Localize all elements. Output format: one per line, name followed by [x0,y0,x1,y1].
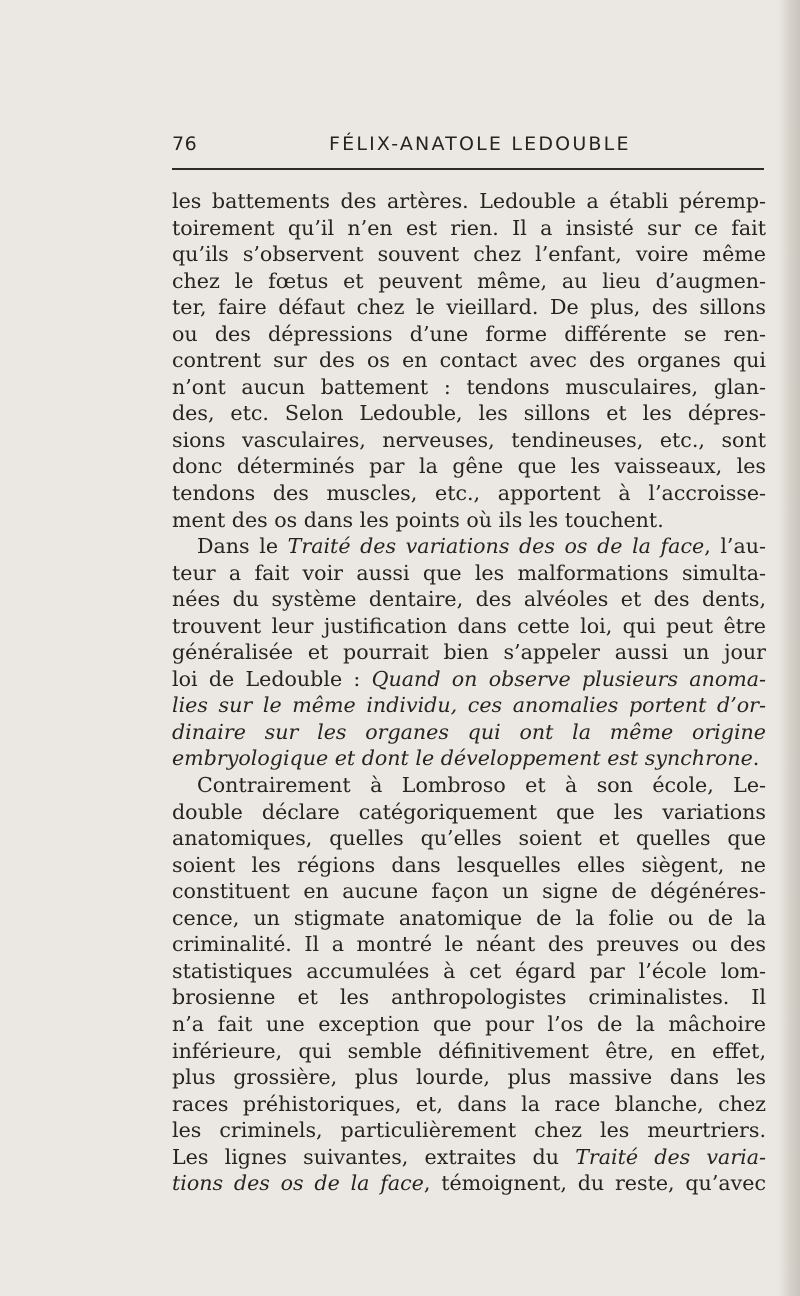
page-header [172,133,764,163]
text-run: , témoignent, du reste, qu’avec [423,1171,767,1196]
text-line [172,958,766,985]
text-line [172,931,766,958]
text-run: toirement qu’il n’en est rien. Il a insisté sur ce fait [172,215,766,240]
text-run: . [752,746,760,771]
text-run: n’ont aucun battement : tendons musculaires, glan- [172,374,766,399]
text-line [172,639,766,666]
text-run: les battements des artères. Ledouble a établi péremp- [172,189,766,213]
text-line [172,560,766,587]
text-line [172,1011,766,1038]
text-line [172,294,766,321]
text-line [172,1117,766,1144]
text-line [172,268,766,295]
text-run: loi de Ledouble : [172,666,372,691]
text-run: brosienne et les anthropologistes criminalistes. Il [172,985,766,1010]
text-line [172,321,766,348]
text-run: races préhistoriques, et, dans la race blanche, chez [172,1091,766,1116]
text-line [172,215,766,242]
text-run: contrent sur des os en contact avec des organes qui [172,348,766,373]
text-line [172,507,766,534]
text-line [172,453,766,480]
page-edge-shadow [778,0,800,1296]
text-run: chez le fœtus et peuvent même, au lieu d’augmen- [172,268,766,293]
italic-text: Traité des variations des os de la face [287,534,705,559]
text-line [172,799,766,826]
text-run: , l’au- [704,534,766,559]
header-rule [172,168,764,170]
text-run: double déclare catégoriquement que les variations [172,799,766,824]
text-line [172,825,766,852]
text-line [172,586,766,613]
text-line [172,533,766,560]
text-run: nées du système dentaire, des alvéoles et des dents, [172,587,766,612]
text-line [172,480,766,507]
text-line [172,772,766,799]
text-run: donc déterminés par la gêne que les vaisseaux, les [172,454,766,479]
text-run: Les lignes suivantes, extraites du [172,1144,576,1169]
italic-text: embryologique et dont le développement est synchrone [172,746,753,771]
text-run: anatomiques, quelles qu’elles soient et quelles que [172,826,766,851]
text-run: des, etc. Selon Ledouble, les sillons et les dépres- [172,401,766,426]
text-line [172,241,766,268]
text-line [172,400,766,427]
text-run: les criminels, particulièrement chez les meurtriers. [172,1118,766,1143]
text-run: statistiques accumulées à cet égard par l’école lom- [172,958,766,983]
text-run: Contrairement à Lombroso et à son école, Le- [197,773,766,798]
italic-text: tions des os de la face [172,1171,424,1196]
text-line [172,1144,766,1171]
text-line [172,427,766,454]
text-line [172,374,766,401]
text-run: criminalité. Il a montré le néant des preuves ou des [172,932,766,957]
text-line [172,1064,766,1091]
italic-text: dinaire sur les organes qui ont la même origine [172,719,766,744]
text-run: ou des dépressions d’une forme différente se ren- [172,321,766,346]
text-run: plus grossière, plus lourde, plus massive dans les [172,1065,766,1090]
text-run: inférieure, qui semble définitivement être, en effet, [172,1038,766,1063]
text-run: teur a fait voir aussi que les malformations simulta- [172,560,766,585]
text-run: tendons des muscles, etc., apportent à l’accroisse- [172,481,766,506]
text-line [172,852,766,879]
text-run: qu’ils s’observent souvent chez l’enfant, voire même [172,242,766,267]
text-line [172,719,766,746]
body-text [172,188,766,1197]
text-run: constituent en aucune façon un signe de dégénéres- [172,879,766,904]
text-line [172,347,766,374]
text-run: généralisée et pourrait bien s’appeler aussi un jour [172,640,766,665]
running-title: FÉLIX-ANATOLE LEDOUBLE [329,133,631,155]
page-number: 76 [172,133,198,155]
text-line [172,878,766,905]
text-run: ter, faire défaut chez le vieillard. De plus, des sillons [172,295,766,320]
text-line [172,666,766,693]
text-run: Dans le [197,534,288,559]
text-line [172,188,766,215]
text-line [172,984,766,1011]
text-run: trouvent leur justification dans cette loi, qui peut être [172,613,766,638]
text-run: ment des os dans les points où ils les touchent. [172,507,664,532]
text-line [172,692,766,719]
text-run: cence, un stigmate anatomique de la folie ou de la [172,905,766,930]
text-line [172,905,766,932]
italic-text: lies sur le même individu, ces anomalies portent d’or- [172,693,766,718]
italic-text: Quand on observe plusieurs anoma- [371,666,766,691]
text-run: sions vasculaires, nerveuses, tendineuses, etc., sont [172,427,766,452]
text-line [172,1038,766,1065]
text-run: n’a fait une exception que pour l’os de la mâchoire [172,1011,766,1036]
text-line [172,1091,766,1118]
text-line [172,745,766,772]
text-line [172,613,766,640]
italic-text: Traité des varia- [575,1144,766,1169]
text-line [172,1170,766,1197]
text-run: soient les régions dans lesquelles elles siègent, ne [172,852,766,877]
